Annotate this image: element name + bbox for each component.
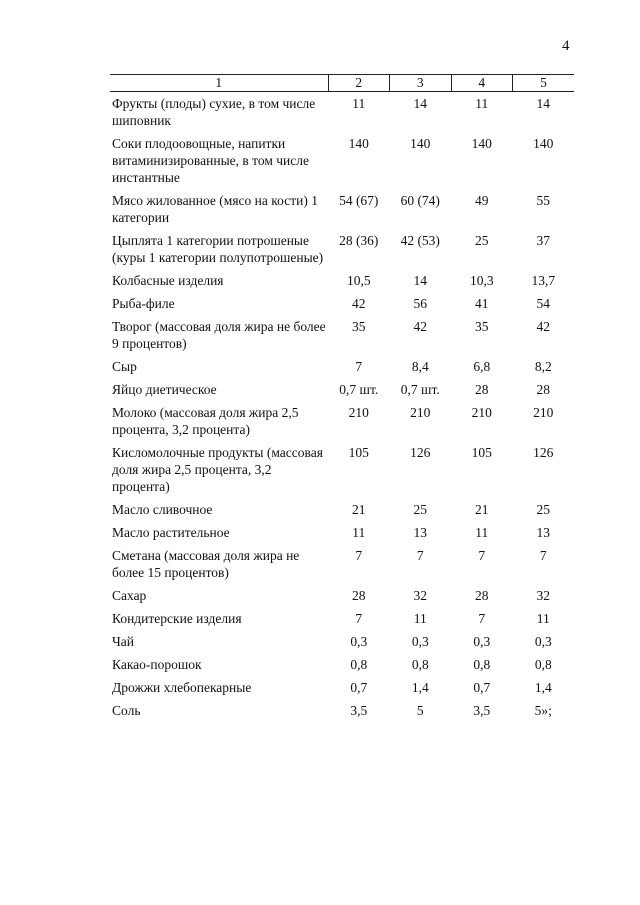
table-row: [110, 232, 574, 272]
value-cell-col-4: 140: [471, 136, 492, 151]
value-cell-col-3: 14: [413, 273, 427, 288]
value-cell-col-2: 105: [348, 445, 369, 460]
value-cell-col-3: 11: [413, 611, 427, 626]
value-cell-col-5: 54: [536, 296, 550, 311]
value-cell-col-4: 10,3: [469, 273, 494, 288]
table-row: [110, 633, 574, 656]
value-cell-col-2: 0,3: [350, 634, 368, 649]
value-cell-col-3: 7: [416, 548, 424, 563]
value-cell-col-4: 3,5: [473, 703, 491, 718]
table-row: [110, 272, 574, 295]
product-name-cell: Сметана (массовая доля жира не более 15 процентов): [112, 548, 300, 580]
table-row: [110, 524, 574, 547]
value-cell-col-4: 25: [475, 233, 489, 248]
page-number: 4: [562, 38, 570, 54]
value-cell-col-3: 0,3: [411, 634, 429, 649]
value-cell-col-3: 5: [416, 703, 424, 718]
value-cell-col-2: 10,5: [346, 273, 371, 288]
table-row: [110, 404, 574, 444]
value-cell-col-5: 55: [536, 193, 550, 208]
value-cell-col-4: 105: [471, 445, 492, 460]
value-cell-col-5: 13: [536, 525, 550, 540]
product-name-cell: Чай: [112, 634, 134, 649]
table-row: [110, 92, 574, 136]
value-cell-col-4: 41: [475, 296, 489, 311]
value-cell-col-3: 1,4: [411, 680, 429, 695]
value-cell-col-2: 0,8: [350, 657, 368, 672]
value-cell-col-3: 42 (53): [400, 233, 440, 248]
value-cell-col-2: 11: [352, 525, 366, 540]
value-cell-col-5: 42: [536, 319, 550, 334]
value-cell-col-5: 28: [536, 382, 550, 397]
value-cell-col-3: 13: [413, 525, 427, 540]
value-cell-col-2: 7: [355, 548, 363, 563]
product-name-cell: Кондитерские изделия: [112, 611, 242, 626]
value-cell-col-2: 54 (67): [339, 193, 379, 208]
value-cell-col-5: 0,3: [534, 634, 552, 649]
value-cell-col-2: 140: [348, 136, 369, 151]
header-col-5: 5: [513, 75, 575, 92]
table-row: [110, 702, 574, 725]
value-cell-col-3: 42: [413, 319, 427, 334]
product-name-cell: Молоко (массовая доля жира 2,5 процента, 3,2 процента): [112, 405, 299, 437]
value-cell-col-4: 210: [471, 405, 492, 420]
value-cell-col-2: 35: [352, 319, 366, 334]
product-name-cell: Дрожжи хлебопекарные: [112, 680, 252, 695]
value-cell-col-4: 0,7: [473, 680, 491, 695]
value-cell-col-4: 28: [475, 588, 489, 603]
value-cell-col-5: 25: [536, 502, 550, 517]
value-cell-col-4: 11: [475, 525, 489, 540]
value-cell-col-4: 49: [475, 193, 489, 208]
table-row: [110, 679, 574, 702]
table-row: [110, 656, 574, 679]
product-name-cell: Сахар: [112, 588, 147, 603]
product-name-cell: Мясо жилованное (мясо на кости) 1 категории: [112, 193, 318, 225]
value-cell-col-2: 11: [352, 96, 366, 111]
table-row: [110, 547, 574, 587]
value-cell-col-3: 14: [413, 96, 427, 111]
table-row: [110, 358, 574, 381]
product-name-cell: Колбасные изделия: [112, 273, 224, 288]
value-cell-col-2: 28: [352, 588, 366, 603]
table-row: [110, 381, 574, 404]
value-cell-col-3: 140: [410, 136, 431, 151]
header-col-1: 1: [110, 75, 328, 92]
value-cell-col-2: 3,5: [350, 703, 368, 718]
value-cell-col-5: 13,7: [531, 273, 556, 288]
product-name-cell: Фрукты (плоды) сухие, в том числе шиповник: [112, 96, 316, 128]
table-row: [110, 501, 574, 524]
value-cell-col-2: 0,7 шт.: [339, 382, 379, 397]
value-cell-col-2: 0,7: [350, 680, 368, 695]
value-cell-col-2: 28 (36): [339, 233, 379, 248]
table-row: [110, 192, 574, 232]
value-cell-col-5: 5»;: [534, 703, 552, 718]
value-cell-col-3: 25: [413, 502, 427, 517]
value-cell-col-4: 7: [478, 611, 486, 626]
value-cell-col-5: 11: [536, 611, 550, 626]
value-cell-col-5: 126: [533, 445, 554, 460]
value-cell-col-5: 0,8: [534, 657, 552, 672]
value-cell-col-5: 8,2: [534, 359, 552, 374]
product-name-cell: Масло растительное: [112, 525, 230, 540]
table-row: [110, 610, 574, 633]
table-row: [110, 135, 574, 192]
value-cell-col-2: 21: [352, 502, 366, 517]
product-name-cell: Сыр: [112, 359, 137, 374]
value-cell-col-4: 0,3: [473, 634, 491, 649]
value-cell-col-3: 210: [410, 405, 431, 420]
value-cell-col-3: 126: [410, 445, 431, 460]
header-col-3: 3: [390, 75, 452, 92]
value-cell-col-4: 11: [475, 96, 489, 111]
table-row: [110, 444, 574, 501]
value-cell-col-5: 210: [533, 405, 554, 420]
value-cell-col-2: 7: [355, 611, 363, 626]
header-row: [110, 75, 574, 92]
value-cell-col-3: 32: [413, 588, 427, 603]
value-cell-col-5: 32: [536, 588, 550, 603]
table-body: [110, 92, 574, 726]
value-cell-col-5: 7: [539, 548, 547, 563]
value-cell-col-2: 42: [352, 296, 366, 311]
product-name-cell: Творог (массовая доля жира не более 9 процентов): [112, 319, 326, 351]
value-cell-col-4: 35: [475, 319, 489, 334]
product-name-cell: Какао-порошок: [112, 657, 202, 672]
product-name-cell: Цыплята 1 категории потрошеные (куры 1 категории полупотрошеные): [112, 233, 324, 265]
value-cell-col-3: 56: [413, 296, 427, 311]
product-name-cell: Соль: [112, 703, 141, 718]
value-cell-col-4: 21: [475, 502, 489, 517]
value-cell-col-4: 28: [475, 382, 489, 397]
value-cell-col-3: 0,7 шт.: [400, 382, 440, 397]
ration-table-container: [110, 74, 574, 725]
header-col-4: 4: [451, 75, 513, 92]
value-cell-col-4: 0,8: [473, 657, 491, 672]
product-name-cell: Кисломолочные продукты (массовая доля жира 2,5 процента, 3,2 процента): [112, 445, 323, 494]
value-cell-col-2: 210: [348, 405, 369, 420]
product-name-cell: Рыба-филе: [112, 296, 175, 311]
value-cell-col-4: 6,8: [473, 359, 491, 374]
value-cell-col-2: 7: [355, 359, 363, 374]
value-cell-col-5: 140: [533, 136, 554, 151]
table-header: [110, 75, 574, 92]
value-cell-col-4: 7: [478, 548, 486, 563]
product-name-cell: Яйцо диетическое: [112, 382, 217, 397]
value-cell-col-5: 37: [536, 233, 550, 248]
table-row: [110, 295, 574, 318]
value-cell-col-3: 8,4: [411, 359, 429, 374]
value-cell-col-5: 14: [536, 96, 550, 111]
product-name-cell: Масло сливочное: [112, 502, 213, 517]
value-cell-col-5: 1,4: [534, 680, 552, 695]
value-cell-col-3: 0,8: [411, 657, 429, 672]
ration-table: [110, 74, 574, 725]
value-cell-col-3: 60 (74): [400, 193, 440, 208]
header-col-2: 2: [328, 75, 390, 92]
product-name-cell: Соки плодоовощные, напитки витаминизированные, в том числе инстантные: [112, 136, 309, 185]
table-row: [110, 587, 574, 610]
table-row: [110, 318, 574, 358]
